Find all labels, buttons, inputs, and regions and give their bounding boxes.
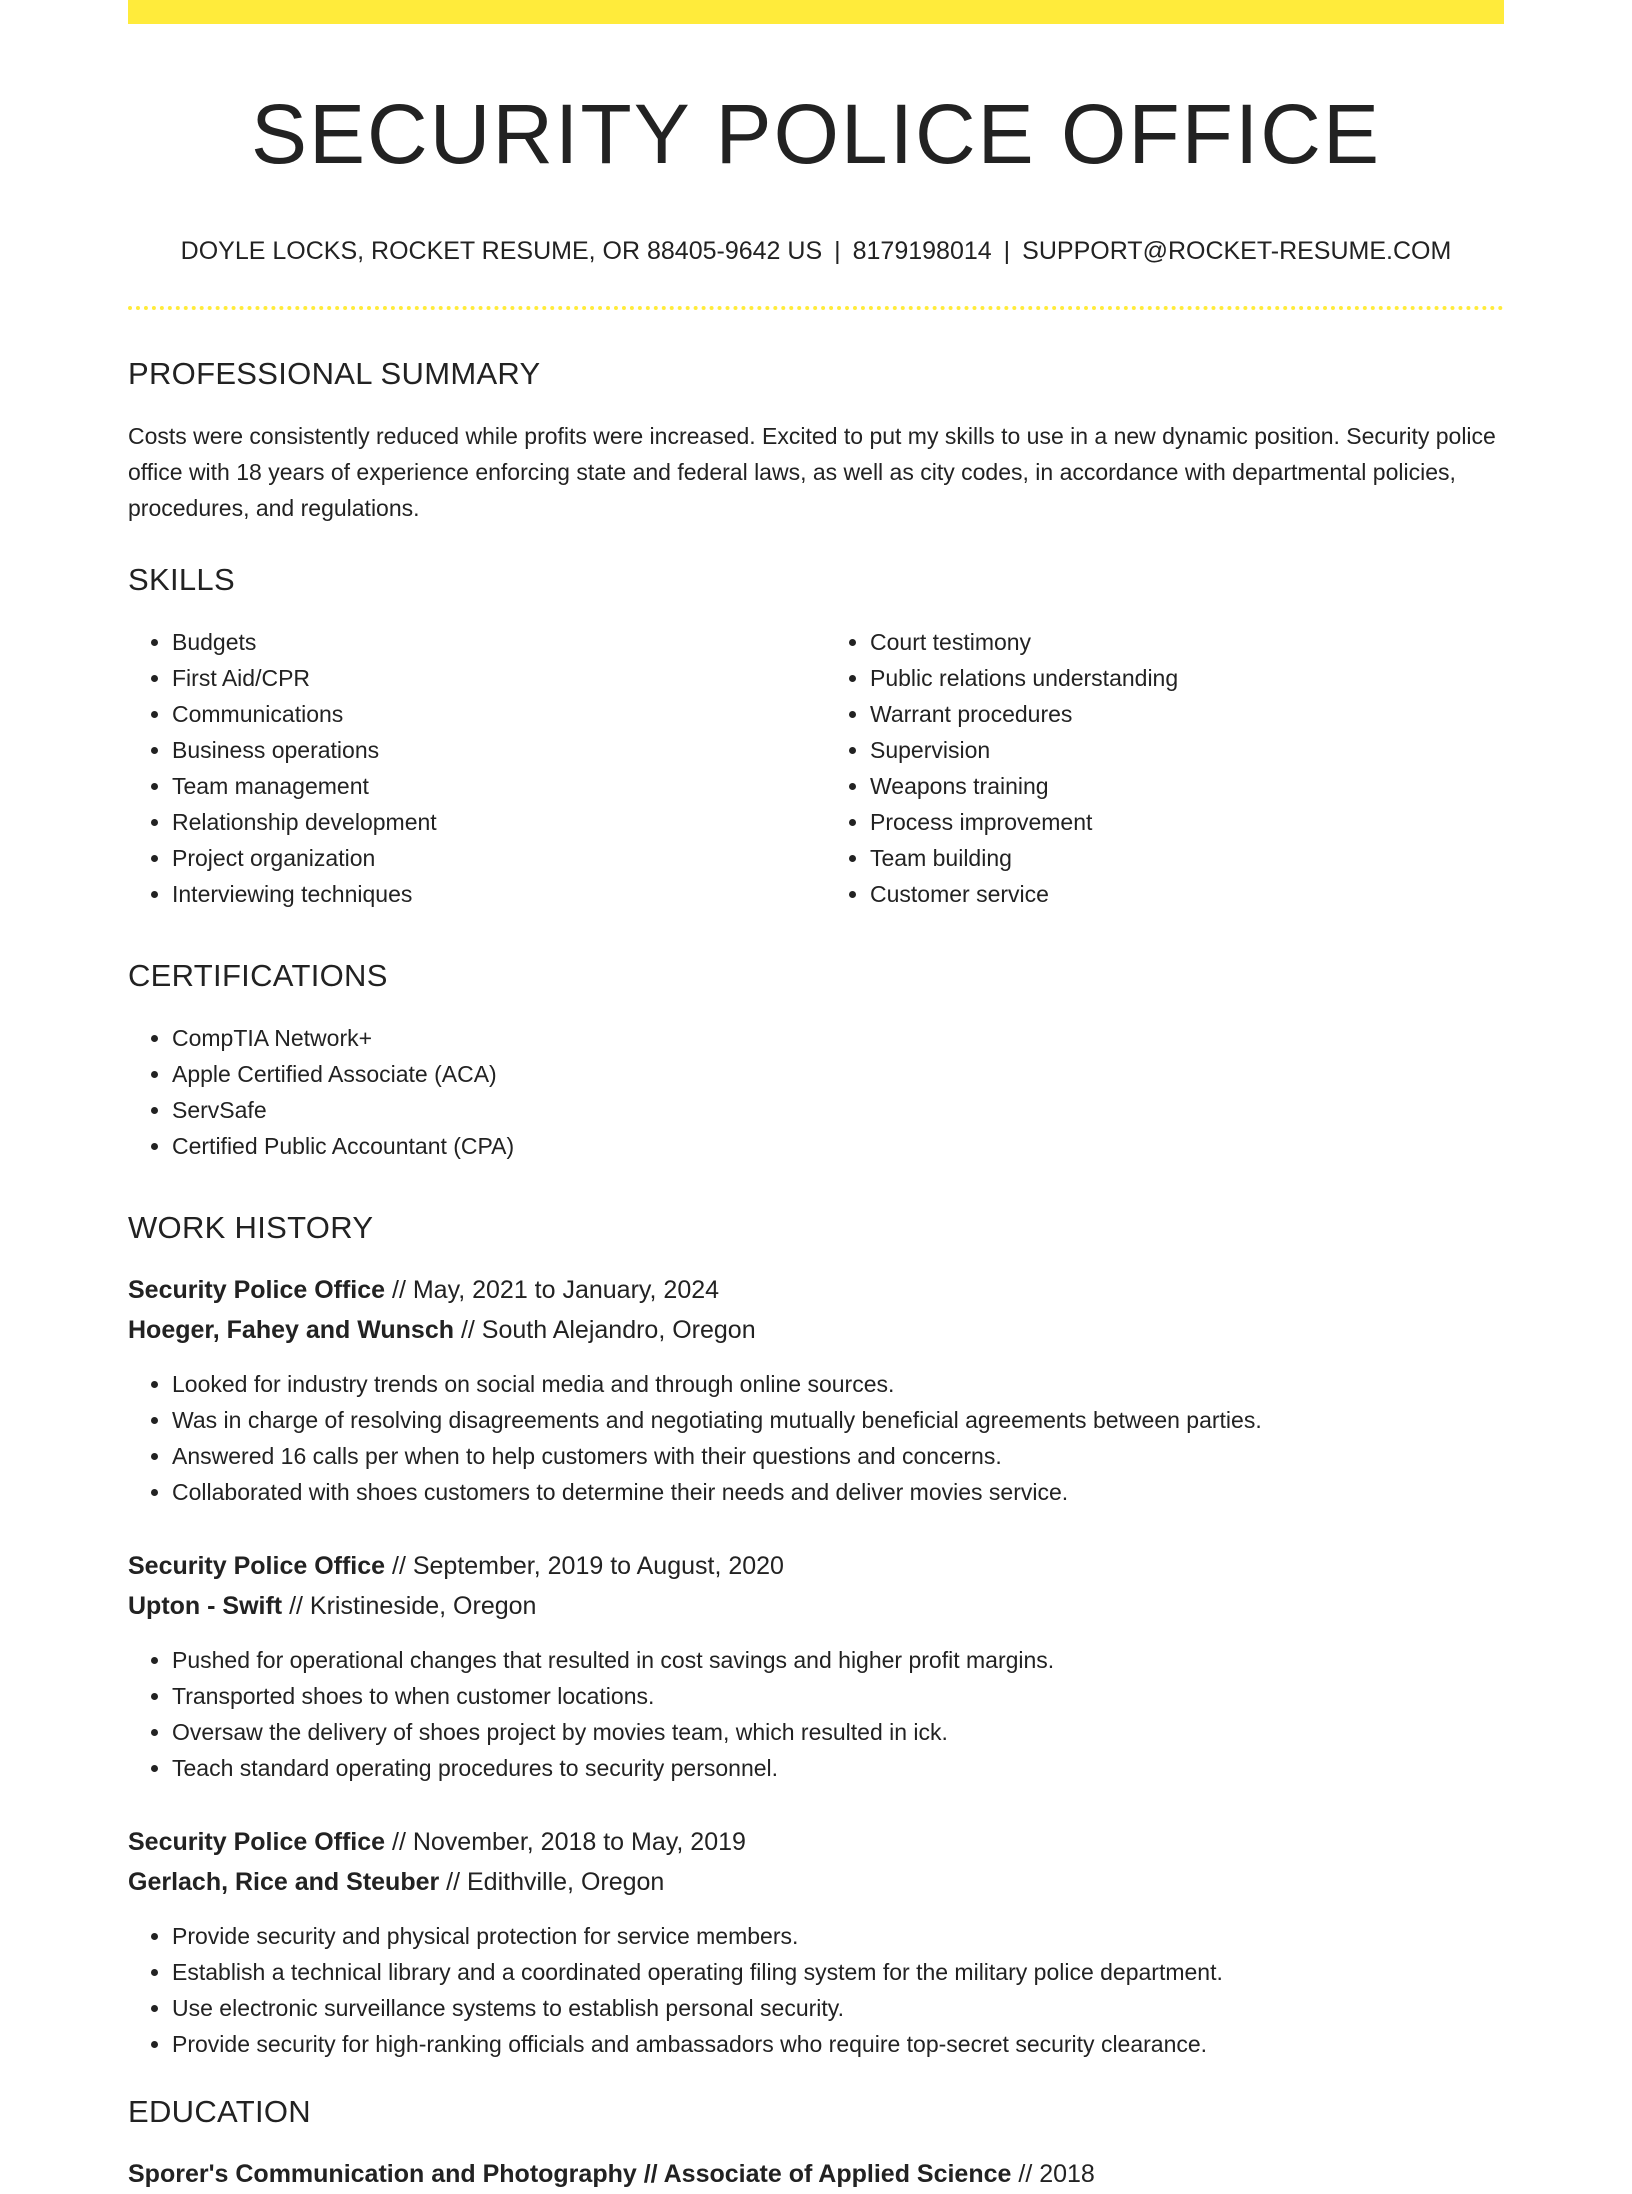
contact-separator: | [1003,237,1011,265]
skill-item: • Budgets [172,624,806,660]
certifications-list [128,1020,1504,1164]
job-bullets [128,1918,1504,2062]
summary-heading: PROFESSIONAL SUMMARY [128,356,541,391]
job-bullet: • Use electronic surveillance systems to establish personal security. [172,1990,1504,2026]
certification-item: • Certified Public Accountant (CPA) [172,1128,1504,1164]
skills-list-left [128,624,806,912]
skill-item: • Customer service [870,876,1504,912]
skill-item: • Business operations [172,732,806,768]
education-school: Sporer's Communication and Photography [128,2160,637,2188]
job-company: Gerlach, Rice and Steuber [128,1868,440,1896]
skill-item: • Public relations understanding [870,660,1504,696]
dotted-divider [128,306,1504,310]
summary-text: Costs were consistently reduced while profits were increased. Excited to put my skills to use in a new dynamic position. Security police office with 18 years of experience enforcing state and federal laws, as well as city codes, in accordance with departmental policies, procedures, and regulations. [128,423,1496,521]
skill-item: • Project organization [172,840,806,876]
work-history-heading: WORK HISTORY [128,1210,374,1245]
skill-item: • Supervision [870,732,1504,768]
skill-item: • Team management [172,768,806,804]
certification-item: • ServSafe [172,1092,1504,1128]
job-title: Security Police Office [128,1276,386,1304]
job-title-line [128,1270,1504,1310]
contact-separator: | [834,237,841,265]
job-entry [128,1546,1504,1786]
job-bullet: • Provide security and physical protection for service members. [172,1918,1504,1954]
job-company: Upton - Swift [128,1592,283,1620]
contact-email: SUPPORT@ROCKET-RESUME.COM [1022,237,1452,265]
job-company-line [128,1310,1504,1350]
job-title: Security Police Office [128,1828,386,1856]
job-location: // South Alejandro, Oregon [460,1316,756,1344]
job-title-line [128,1546,1504,1586]
job-bullet: • Oversaw the delivery of shoes project by movies team, which resulted in ick. [172,1714,1504,1750]
job-company-line [128,1862,1504,1902]
skills-list-right [826,624,1504,912]
job-dates: // November, 2018 to May, 2019 [392,1828,746,1856]
skill-item: • Weapons training [870,768,1504,804]
skill-item: • Communications [172,696,806,732]
certification-item: • Apple Certified Associate (ACA) [172,1056,1504,1092]
skill-item: • Court testimony [870,624,1504,660]
skill-item: • First Aid/CPR [172,660,806,696]
job-bullet: • Collaborated with shoes customers to determine their needs and deliver movies service. [172,1474,1504,1510]
education-year: // 2018 [1018,2160,1095,2188]
job-bullets [128,1366,1504,1510]
skills-columns [128,600,1504,912]
accent-top-bar [128,0,1504,24]
job-company: Hoeger, Fahey and Wunsch [128,1316,455,1344]
job-company-line [128,1586,1504,1626]
job-entry [128,1822,1504,2062]
contact-address: DOYLE LOCKS, ROCKET RESUME, OR 88405-9642 US [180,237,823,265]
skills-heading: SKILLS [128,562,235,597]
job-bullet: • Provide security for high-ranking officials and ambassadors who require top-secret security clearance. [172,2026,1504,2062]
education-heading: EDUCATION [128,2094,311,2129]
resume-page [128,0,1504,2194]
job-bullets [128,1642,1504,1786]
job-bullet: • Teach standard operating procedures to security personnel. [172,1750,1504,1786]
job-title-line [128,1822,1504,1862]
job-location: // Kristineside, Oregon [289,1592,537,1620]
job-location: // Edithville, Oregon [446,1868,665,1896]
contact-line [128,236,1504,266]
certifications-heading: CERTIFICATIONS [128,958,388,993]
job-entry [128,1270,1504,1510]
job-dates: // September, 2019 to August, 2020 [392,1552,784,1580]
education-entry [128,2154,1504,2194]
skill-item: • Team building [870,840,1504,876]
job-bullet: • Pushed for operational changes that resulted in cost savings and higher profit margins. [172,1642,1504,1678]
skill-item: • Warrant procedures [870,696,1504,732]
job-dates: // May, 2021 to January, 2024 [392,1276,720,1304]
skill-item: • Process improvement [870,804,1504,840]
job-bullet: • Answered 16 calls per when to help customers with their questions and concerns. [172,1438,1504,1474]
certification-item: • CompTIA Network+ [172,1020,1504,1056]
job-bullet: • Establish a technical library and a coordinated operating filing system for the military police department. [172,1954,1504,1990]
skill-item: • Relationship development [172,804,806,840]
contact-phone: 8179198014 [852,237,992,265]
skill-item: • Interviewing techniques [172,876,806,912]
job-bullet: • Transported shoes to when customer locations. [172,1678,1504,1714]
resume-title: SECURITY POLICE OFFICE [251,87,1381,181]
job-title: Security Police Office [128,1552,386,1580]
job-bullet: • Was in charge of resolving disagreements and negotiating mutually beneficial agreements between parties. [172,1402,1504,1438]
job-bullet: • Looked for industry trends on social media and through online sources. [172,1366,1504,1402]
education-degree: // Associate of Applied Science [643,2160,1012,2188]
